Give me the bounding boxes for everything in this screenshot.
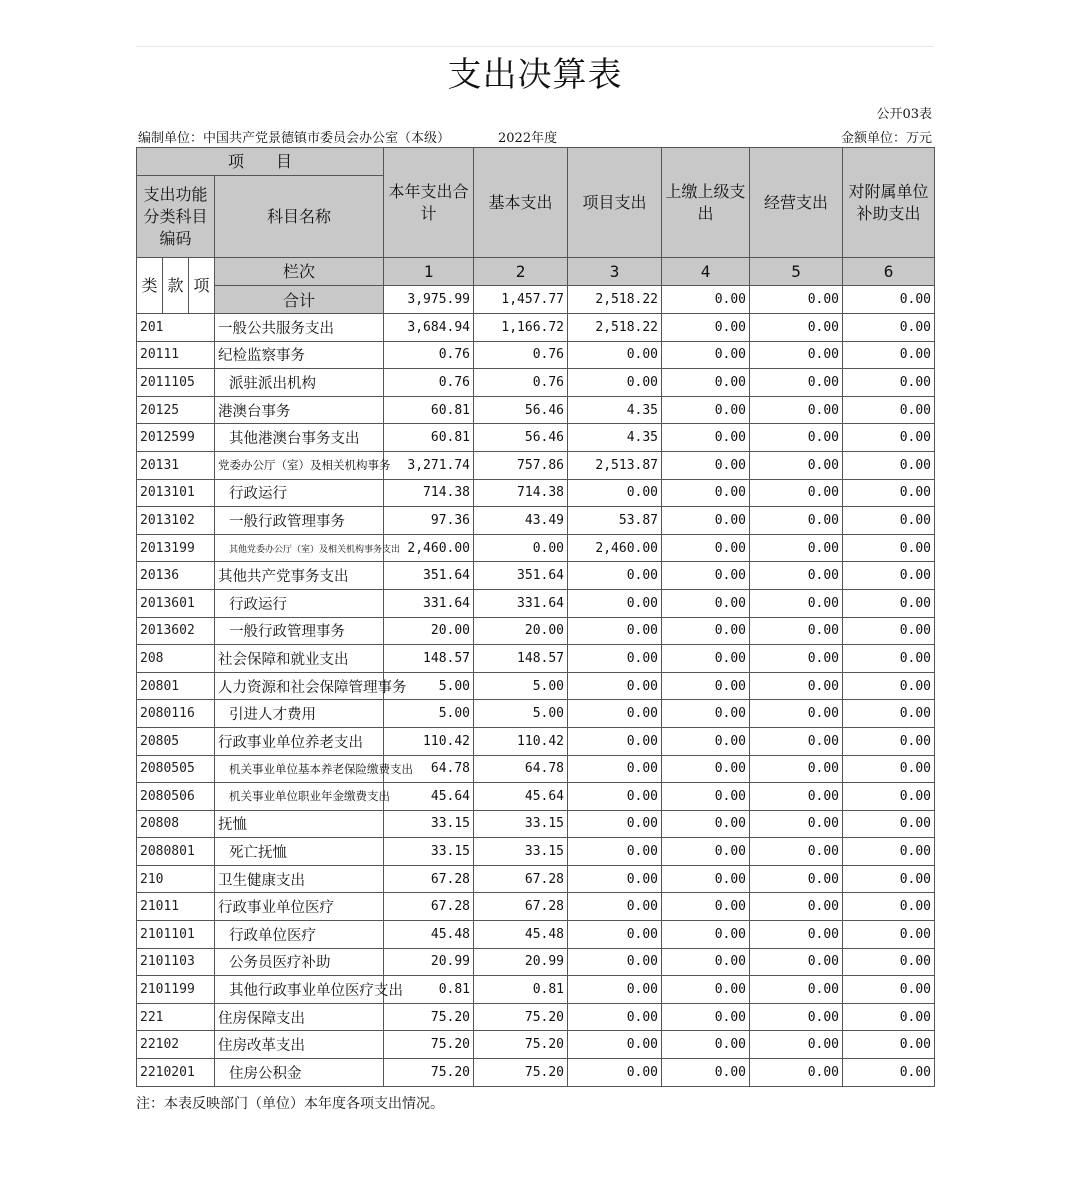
table-row xyxy=(137,1031,935,1059)
row-value: 0.00 xyxy=(843,838,935,866)
table-row xyxy=(137,562,935,590)
row-code: 22102 xyxy=(137,1031,215,1059)
table-row xyxy=(137,921,935,949)
row-name: 卫生健康支出 xyxy=(215,865,384,893)
row-value: 3,684.94 xyxy=(384,314,474,342)
row-value: 75.20 xyxy=(384,1059,474,1087)
table-row xyxy=(137,838,935,866)
row-value: 0.00 xyxy=(662,534,750,562)
total-cell: 0.00 xyxy=(750,286,843,314)
business-header: 经营支出 xyxy=(750,148,843,258)
row-value: 0.00 xyxy=(662,727,750,755)
row-value: 5.00 xyxy=(474,700,568,728)
row-value: 0.00 xyxy=(568,727,662,755)
table-row xyxy=(137,314,935,342)
row-value: 0.00 xyxy=(568,700,662,728)
row-value: 0.00 xyxy=(568,589,662,617)
row-value: 0.00 xyxy=(662,700,750,728)
row-name: 住房公积金 xyxy=(215,1059,384,1087)
row-value: 2,460.00 xyxy=(568,534,662,562)
row-value: 0.00 xyxy=(662,507,750,535)
row-value: 0.00 xyxy=(662,369,750,397)
row-value: 0.00 xyxy=(750,479,843,507)
row-value: 0.00 xyxy=(568,865,662,893)
row-value: 0.00 xyxy=(662,314,750,342)
row-code: 2011105 xyxy=(137,369,215,397)
row-value: 0.00 xyxy=(662,396,750,424)
row-name: 一般行政管理事务 xyxy=(215,617,384,645)
table-row xyxy=(137,1003,935,1031)
row-value: 45.64 xyxy=(474,783,568,811)
row-value: 0.00 xyxy=(843,562,935,590)
row-value: 64.78 xyxy=(384,755,474,783)
row-code: 20111 xyxy=(137,341,215,369)
row-value: 0.76 xyxy=(474,369,568,397)
row-value: 0.00 xyxy=(750,865,843,893)
table-row xyxy=(137,507,935,535)
row-value: 0.00 xyxy=(568,479,662,507)
row-value: 0.00 xyxy=(750,314,843,342)
row-value: 331.64 xyxy=(474,589,568,617)
row-value: 0.00 xyxy=(843,589,935,617)
row-value: 148.57 xyxy=(474,645,568,673)
row-value: 33.15 xyxy=(384,810,474,838)
row-code: 2210201 xyxy=(137,1059,215,1087)
row-value: 1,166.72 xyxy=(474,314,568,342)
row-name: 公务员医疗补助 xyxy=(215,948,384,976)
row-value: 75.20 xyxy=(474,1059,568,1087)
row-code: 20801 xyxy=(137,672,215,700)
row-value: 0.00 xyxy=(750,810,843,838)
meta-row xyxy=(136,123,934,147)
row-value: 0.00 xyxy=(843,645,935,673)
row-value: 110.42 xyxy=(474,727,568,755)
row-value: 0.00 xyxy=(843,893,935,921)
row-value: 0.00 xyxy=(568,1059,662,1087)
row-value: 0.00 xyxy=(750,396,843,424)
row-value: 75.20 xyxy=(474,1003,568,1031)
row-value: 0.00 xyxy=(843,314,935,342)
row-value: 56.46 xyxy=(474,424,568,452)
table-row xyxy=(137,976,935,1004)
header-row-index xyxy=(137,258,935,286)
row-value: 33.15 xyxy=(474,810,568,838)
row-code: 2080116 xyxy=(137,700,215,728)
row-value: 75.20 xyxy=(384,1003,474,1031)
subsidy-header: 对附属单位补助支出 xyxy=(843,148,935,258)
row-value: 0.00 xyxy=(843,507,935,535)
row-value: 0.00 xyxy=(568,1031,662,1059)
row-value: 0.00 xyxy=(843,755,935,783)
row-name: 抚恤 xyxy=(215,810,384,838)
expenditure-table xyxy=(136,147,935,1087)
row-value: 0.00 xyxy=(662,589,750,617)
row-value: 0.00 xyxy=(843,451,935,479)
row-value: 351.64 xyxy=(384,562,474,590)
row-value: 0.76 xyxy=(384,341,474,369)
row-code: 20805 xyxy=(137,727,215,755)
row-value: 0.00 xyxy=(474,534,568,562)
row-name: 行政运行 xyxy=(215,479,384,507)
row-value: 110.42 xyxy=(384,727,474,755)
row-value: 2,460.00 xyxy=(384,534,474,562)
row-value: 0.00 xyxy=(750,589,843,617)
row-value: 0.00 xyxy=(662,451,750,479)
col-index-2: 2 xyxy=(474,258,568,286)
row-name: 党委办公厅（室）及相关机构事务 xyxy=(215,451,384,479)
row-value: 0.00 xyxy=(843,1031,935,1059)
reporting-unit: 编制单位：中国共产党景德镇市委员会办公室（本级） xyxy=(138,131,451,146)
row-code: 20136 xyxy=(137,562,215,590)
row-value: 0.00 xyxy=(843,672,935,700)
row-value: 0.00 xyxy=(750,893,843,921)
row-value: 351.64 xyxy=(474,562,568,590)
row-code: 208 xyxy=(137,645,215,673)
row-value: 0.00 xyxy=(568,562,662,590)
row-value: 2,518.22 xyxy=(568,314,662,342)
row-value: 757.86 xyxy=(474,451,568,479)
total-cell: 3,975.99 xyxy=(384,286,474,314)
row-value: 4.35 xyxy=(568,396,662,424)
row-name: 其他港澳台事务支出 xyxy=(215,424,384,452)
total-cell: 0.00 xyxy=(843,286,935,314)
row-value: 43.49 xyxy=(474,507,568,535)
upper-header: 上缴上级支出 xyxy=(662,148,750,258)
row-name: 其他行政事业单位医疗支出 xyxy=(215,976,384,1004)
table-row xyxy=(137,424,935,452)
footnote: 注：本表反映部门（单位）本年度各项支出情况。 xyxy=(136,1095,444,1112)
row-value: 0.00 xyxy=(843,396,935,424)
page-title: 支出决算表 xyxy=(136,46,934,99)
row-value: 0.00 xyxy=(750,672,843,700)
table-row xyxy=(137,1059,935,1087)
row-value: 0.00 xyxy=(662,865,750,893)
row-value: 0.00 xyxy=(662,617,750,645)
row-value: 0.00 xyxy=(568,369,662,397)
row-value: 0.00 xyxy=(750,755,843,783)
row-name: 行政事业单位养老支出 xyxy=(215,727,384,755)
row-value: 20.99 xyxy=(474,948,568,976)
row-value: 0.00 xyxy=(568,810,662,838)
row-code: 2013601 xyxy=(137,589,215,617)
row-value: 0.00 xyxy=(662,645,750,673)
row-value: 331.64 xyxy=(384,589,474,617)
row-value: 0.00 xyxy=(568,921,662,949)
row-value: 0.00 xyxy=(750,369,843,397)
row-value: 5.00 xyxy=(384,700,474,728)
row-name: 其他党委办公厅（室）及相关机构事务支出 xyxy=(215,534,384,562)
row-value: 0.00 xyxy=(662,562,750,590)
row-value: 2,513.87 xyxy=(568,451,662,479)
col-index-3: 3 xyxy=(568,258,662,286)
row-value: 45.48 xyxy=(384,921,474,949)
table-row xyxy=(137,341,935,369)
row-code: 201 xyxy=(137,314,215,342)
row-value: 0.00 xyxy=(750,838,843,866)
table-row xyxy=(137,700,935,728)
table-row xyxy=(137,396,935,424)
row-code: 221 xyxy=(137,1003,215,1031)
row-value: 0.00 xyxy=(750,921,843,949)
row-value: 0.00 xyxy=(568,838,662,866)
row-code: 2013602 xyxy=(137,617,215,645)
row-value: 0.00 xyxy=(843,534,935,562)
row-value: 3,271.74 xyxy=(384,451,474,479)
row-code: 20125 xyxy=(137,396,215,424)
col-index-5: 5 xyxy=(750,258,843,286)
lei-header: 类 xyxy=(137,258,163,314)
row-value: 0.00 xyxy=(843,369,935,397)
row-value: 0.00 xyxy=(750,617,843,645)
row-code: 2012599 xyxy=(137,424,215,452)
table-row xyxy=(137,617,935,645)
row-value: 0.76 xyxy=(384,369,474,397)
amount-unit: 金额单位：万元 xyxy=(840,131,932,146)
row-value: 67.28 xyxy=(474,865,568,893)
row-value: 0.00 xyxy=(662,1031,750,1059)
row-value: 0.00 xyxy=(662,810,750,838)
row-value: 0.00 xyxy=(662,893,750,921)
row-name: 社会保障和就业支出 xyxy=(215,645,384,673)
row-value: 0.00 xyxy=(750,976,843,1004)
row-value: 0.00 xyxy=(662,341,750,369)
table-row xyxy=(137,727,935,755)
row-value: 0.00 xyxy=(843,700,935,728)
table-row xyxy=(137,451,935,479)
row-value: 0.00 xyxy=(843,1003,935,1031)
row-value: 0.00 xyxy=(662,755,750,783)
row-name: 人力资源和社会保障管理事务 xyxy=(215,672,384,700)
row-value: 67.28 xyxy=(474,893,568,921)
row-name: 行政单位医疗 xyxy=(215,921,384,949)
project-header: 项 目 xyxy=(137,148,384,176)
row-name: 一般行政管理事务 xyxy=(215,507,384,535)
row-code: 210 xyxy=(137,865,215,893)
row-value: 0.00 xyxy=(843,424,935,452)
row-value: 0.00 xyxy=(568,976,662,1004)
row-value: 0.81 xyxy=(474,976,568,1004)
row-code: 20131 xyxy=(137,451,215,479)
row-name: 其他共产党事务支出 xyxy=(215,562,384,590)
row-value: 0.81 xyxy=(384,976,474,1004)
row-value: 33.15 xyxy=(474,838,568,866)
row-code: 2101199 xyxy=(137,976,215,1004)
row-name: 机关事业单位职业年金缴费支出 xyxy=(215,783,384,811)
row-value: 0.00 xyxy=(843,341,935,369)
row-value: 0.00 xyxy=(568,672,662,700)
table-number: 公开03表 xyxy=(876,107,932,122)
row-value: 0.00 xyxy=(568,645,662,673)
table-number-row xyxy=(136,99,934,123)
row-value: 0.00 xyxy=(843,976,935,1004)
row-value: 0.00 xyxy=(843,617,935,645)
row-value: 0.00 xyxy=(568,893,662,921)
total-row xyxy=(137,286,935,314)
row-value: 0.00 xyxy=(568,948,662,976)
col-index-4: 4 xyxy=(662,258,750,286)
row-value: 0.00 xyxy=(843,865,935,893)
row-value: 0.00 xyxy=(662,783,750,811)
row-value: 60.81 xyxy=(384,424,474,452)
row-value: 45.64 xyxy=(384,783,474,811)
col-index-1: 1 xyxy=(384,258,474,286)
table-row xyxy=(137,810,935,838)
table-row xyxy=(137,783,935,811)
row-name: 派驻派出机构 xyxy=(215,369,384,397)
row-value: 0.00 xyxy=(750,783,843,811)
row-value: 148.57 xyxy=(384,645,474,673)
row-code: 2080505 xyxy=(137,755,215,783)
table-row xyxy=(137,645,935,673)
table-row xyxy=(137,589,935,617)
row-value: 60.81 xyxy=(384,396,474,424)
row-value: 0.00 xyxy=(568,1003,662,1031)
row-name: 纪检监察事务 xyxy=(215,341,384,369)
code-col-header: 支出功能分类科目编码 xyxy=(137,176,215,258)
row-value: 0.00 xyxy=(662,921,750,949)
kuan-header: 款 xyxy=(163,258,189,314)
row-name: 行政事业单位医疗 xyxy=(215,893,384,921)
table-row xyxy=(137,948,935,976)
row-value: 75.20 xyxy=(384,1031,474,1059)
row-value: 0.00 xyxy=(750,341,843,369)
total-cell: 0.00 xyxy=(662,286,750,314)
row-value: 0.00 xyxy=(750,562,843,590)
row-name: 行政运行 xyxy=(215,589,384,617)
row-name: 住房改革支出 xyxy=(215,1031,384,1059)
row-value: 0.00 xyxy=(662,424,750,452)
row-code: 2080801 xyxy=(137,838,215,866)
row-value: 56.46 xyxy=(474,396,568,424)
row-name: 引进人才费用 xyxy=(215,700,384,728)
row-value: 67.28 xyxy=(384,865,474,893)
total-cell: 1,457.77 xyxy=(474,286,568,314)
row-value: 0.00 xyxy=(568,341,662,369)
row-value: 0.00 xyxy=(750,948,843,976)
row-value: 0.00 xyxy=(843,479,935,507)
name-col-header: 科目名称 xyxy=(215,176,384,258)
row-value: 45.48 xyxy=(474,921,568,949)
row-value: 0.00 xyxy=(662,1059,750,1087)
row-value: 4.35 xyxy=(568,424,662,452)
row-name: 死亡抚恤 xyxy=(215,838,384,866)
row-name: 一般公共服务支出 xyxy=(215,314,384,342)
row-value: 0.00 xyxy=(662,479,750,507)
row-value: 0.00 xyxy=(662,838,750,866)
row-value: 20.99 xyxy=(384,948,474,976)
row-value: 20.00 xyxy=(384,617,474,645)
row-value: 0.00 xyxy=(662,976,750,1004)
row-value: 64.78 xyxy=(474,755,568,783)
row-value: 0.00 xyxy=(843,921,935,949)
expenditure-sheet xyxy=(136,46,934,1113)
row-value: 0.00 xyxy=(750,534,843,562)
row-code: 2101103 xyxy=(137,948,215,976)
row-value: 0.00 xyxy=(843,783,935,811)
row-code: 2101101 xyxy=(137,921,215,949)
heji-label: 合计 xyxy=(215,286,384,314)
row-value: 0.00 xyxy=(750,451,843,479)
row-name: 机关事业单位基本养老保险缴费支出 xyxy=(215,755,384,783)
row-name: 住房保障支出 xyxy=(215,1003,384,1031)
row-value: 0.00 xyxy=(843,948,935,976)
row-value: 0.00 xyxy=(843,1059,935,1087)
row-code: 21011 xyxy=(137,893,215,921)
total-cell: 2,518.22 xyxy=(568,286,662,314)
row-code: 2080506 xyxy=(137,783,215,811)
table-row xyxy=(137,479,935,507)
row-value: 97.36 xyxy=(384,507,474,535)
row-value: 0.00 xyxy=(750,645,843,673)
col-index-6: 6 xyxy=(843,258,935,286)
row-value: 0.00 xyxy=(843,810,935,838)
row-name: 港澳台事务 xyxy=(215,396,384,424)
row-value: 0.00 xyxy=(568,783,662,811)
row-value: 5.00 xyxy=(474,672,568,700)
total-header: 本年支出合计 xyxy=(384,148,474,258)
row-value: 0.00 xyxy=(750,424,843,452)
row-value: 33.15 xyxy=(384,838,474,866)
row-value: 0.00 xyxy=(568,617,662,645)
row-value: 0.00 xyxy=(750,507,843,535)
row-value: 75.20 xyxy=(474,1031,568,1059)
row-value: 0.00 xyxy=(750,1003,843,1031)
row-code: 2013101 xyxy=(137,479,215,507)
table-row xyxy=(137,534,935,562)
row-code: 2013102 xyxy=(137,507,215,535)
table-row xyxy=(137,755,935,783)
lanci-header: 栏次 xyxy=(215,258,384,286)
row-value: 714.38 xyxy=(384,479,474,507)
row-value: 0.00 xyxy=(750,700,843,728)
table-row xyxy=(137,672,935,700)
row-value: 0.00 xyxy=(750,1059,843,1087)
row-value: 5.00 xyxy=(384,672,474,700)
row-value: 0.00 xyxy=(568,755,662,783)
row-value: 20.00 xyxy=(474,617,568,645)
table-row xyxy=(137,865,935,893)
table-row xyxy=(137,893,935,921)
row-value: 0.00 xyxy=(750,727,843,755)
table-row xyxy=(137,369,935,397)
row-value: 714.38 xyxy=(474,479,568,507)
header-row-project xyxy=(137,148,935,176)
row-code: 2013199 xyxy=(137,534,215,562)
row-value: 0.00 xyxy=(750,1031,843,1059)
row-value: 0.00 xyxy=(843,727,935,755)
row-value: 53.87 xyxy=(568,507,662,535)
row-value: 0.00 xyxy=(662,1003,750,1031)
basic-header: 基本支出 xyxy=(474,148,568,258)
row-value: 0.76 xyxy=(474,341,568,369)
row-code: 20808 xyxy=(137,810,215,838)
report-year: 2022年度 xyxy=(498,131,558,146)
row-value: 0.00 xyxy=(662,948,750,976)
row-value: 67.28 xyxy=(384,893,474,921)
row-value: 0.00 xyxy=(662,672,750,700)
xiang-header: 项 xyxy=(189,258,215,314)
project-exp-header: 项目支出 xyxy=(568,148,662,258)
